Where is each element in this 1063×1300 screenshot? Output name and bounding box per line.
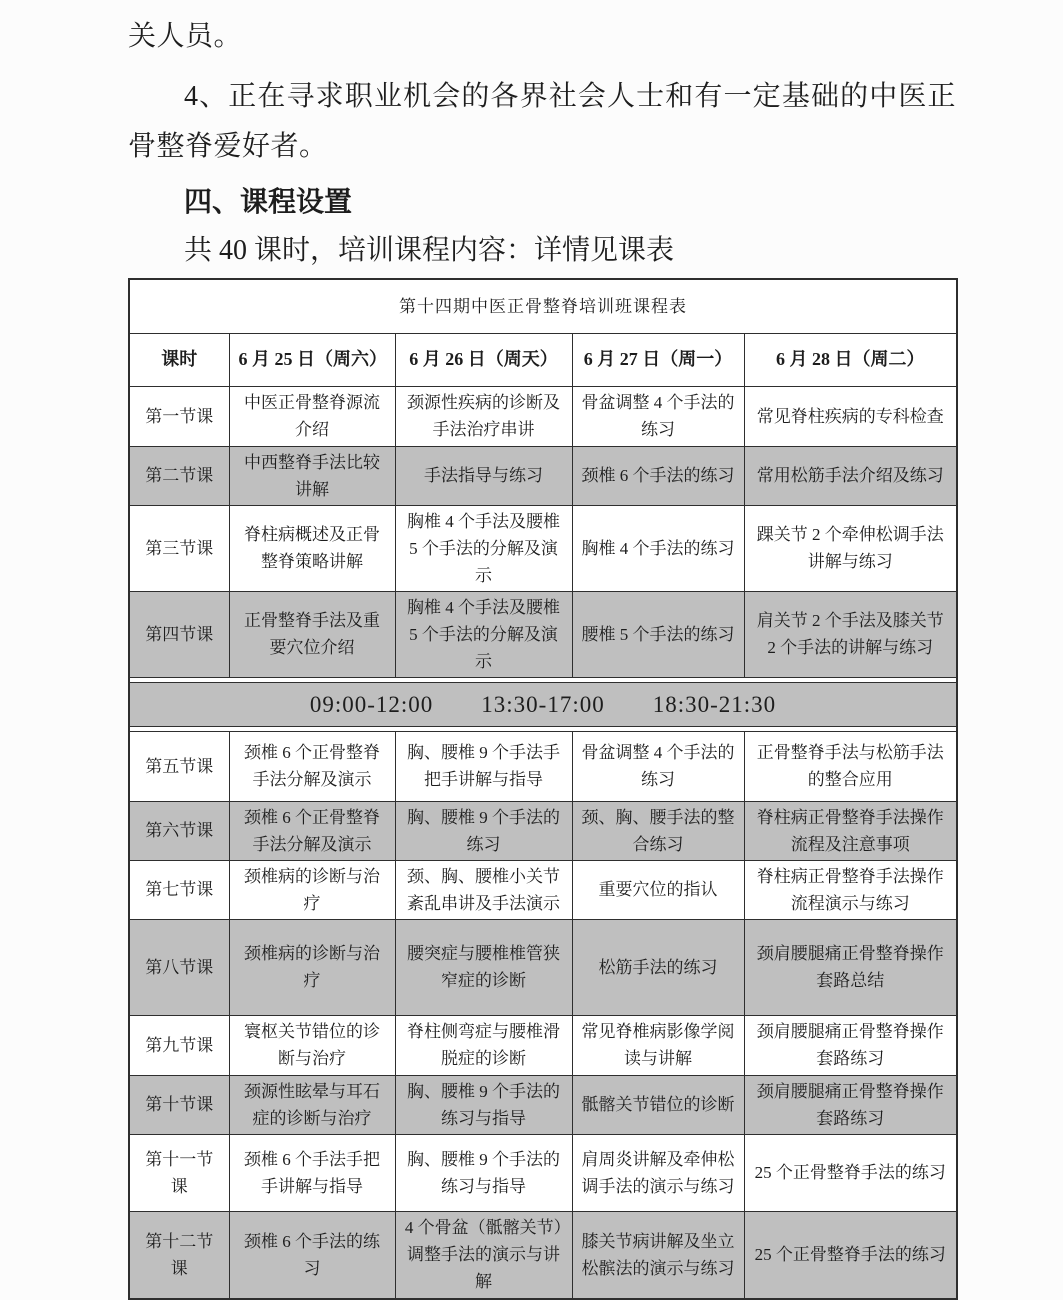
lesson-cell: 第七节课 bbox=[129, 860, 229, 919]
table-header-row bbox=[129, 333, 957, 386]
table-row-6 bbox=[129, 801, 957, 860]
table-row-3 bbox=[129, 505, 957, 591]
course-cell: 颈肩腰腿痛正骨整脊操作套路总结 bbox=[744, 919, 957, 1015]
course-cell: 胸、腰椎 9 个手法的练习与指导 bbox=[395, 1075, 572, 1134]
lesson-cell: 第一节课 bbox=[129, 386, 229, 446]
lesson-cell: 第二节课 bbox=[129, 446, 229, 505]
course-cell: 腰椎 5 个手法的练习 bbox=[572, 591, 744, 677]
course-cell: 胸椎 4 个手法及腰椎 5 个手法的分解及演示 bbox=[395, 591, 572, 677]
course-cell: 常见脊椎病影像学阅读与讲解 bbox=[572, 1015, 744, 1075]
course-cell: 颈椎 6 个手法手把手讲解与指导 bbox=[229, 1134, 395, 1211]
course-table bbox=[128, 278, 958, 1300]
table-title: 第十四期中医正骨整脊培训班课程表 bbox=[129, 279, 957, 333]
lesson-cell: 第九节课 bbox=[129, 1015, 229, 1075]
lesson-cell: 第十节课 bbox=[129, 1075, 229, 1134]
header-cell-day3: 6 月 27 日（周一） bbox=[572, 333, 744, 386]
header-cell-lesson: 课时 bbox=[129, 333, 229, 386]
course-cell: 颈肩腰腿痛正骨整脊操作套路练习 bbox=[744, 1015, 957, 1075]
course-cell: 25 个正骨整脊手法的练习 bbox=[744, 1134, 957, 1211]
lesson-cell: 第四节课 bbox=[129, 591, 229, 677]
course-cell: 寰枢关节错位的诊断与治疗 bbox=[229, 1015, 395, 1075]
lesson-cell: 第三节课 bbox=[129, 505, 229, 591]
course-cell: 4 个骨盆（骶髂关节）调整手法的演示与讲解 bbox=[395, 1211, 572, 1299]
course-cell: 胸、腰椎 9 个手法的练习与指导 bbox=[395, 1134, 572, 1211]
course-cell: 胸、腰椎 9 个手法的练习 bbox=[395, 801, 572, 860]
course-cell: 颈椎病的诊断与治疗 bbox=[229, 860, 395, 919]
course-cell: 肩周炎讲解及牵伸松调手法的演示与练习 bbox=[572, 1134, 744, 1211]
lesson-cell: 第八节课 bbox=[129, 919, 229, 1015]
course-table-head bbox=[129, 279, 957, 386]
table-row-10 bbox=[129, 1075, 957, 1134]
time-cell: 09:00-12:00 13:30-17:00 18:30-21:30 bbox=[129, 682, 957, 726]
table-row-9 bbox=[129, 1015, 957, 1075]
table-row-2 bbox=[129, 446, 957, 505]
course-cell: 肩关节 2 个手法及膝关节 2 个手法的讲解与练习 bbox=[744, 591, 957, 677]
course-cell: 脊柱病正骨整脊手法操作流程及注意事项 bbox=[744, 801, 957, 860]
table-row-5 bbox=[129, 731, 957, 801]
course-cell: 松筋手法的练习 bbox=[572, 919, 744, 1015]
header-cell-day4: 6 月 28 日（周二） bbox=[744, 333, 957, 386]
course-cell: 中医正骨整脊源流介绍 bbox=[229, 386, 395, 446]
section-heading-course-setup: 四、课程设置 bbox=[184, 187, 353, 218]
course-cell: 常见脊柱疾病的专科检查 bbox=[744, 386, 957, 446]
header-cell-day1: 6 月 25 日（周六） bbox=[229, 333, 395, 386]
table-row-8 bbox=[129, 919, 957, 1015]
table-row-12 bbox=[129, 1211, 957, 1299]
lesson-cell: 第十一节课 bbox=[129, 1134, 229, 1211]
course-cell: 脊柱侧弯症与腰椎滑脱症的诊断 bbox=[395, 1015, 572, 1075]
course-cell: 颈、胸、腰椎小关节紊乱串讲及手法演示 bbox=[395, 860, 572, 919]
course-cell: 25 个正骨整脊手法的练习 bbox=[744, 1211, 957, 1299]
table-row-4 bbox=[129, 591, 957, 677]
course-cell: 胸椎 4 个手法的练习 bbox=[572, 505, 744, 591]
lesson-cell: 第六节课 bbox=[129, 801, 229, 860]
course-cell: 踝关节 2 个牵伸松调手法讲解与练习 bbox=[744, 505, 957, 591]
course-cell: 骨盆调整 4 个手法的练习 bbox=[572, 731, 744, 801]
section-intro-hours: 共 40 课时，培训课程内容：详情见课表 bbox=[184, 235, 675, 266]
header-cell-day2: 6 月 26 日（周天） bbox=[395, 333, 572, 386]
time-row bbox=[129, 682, 957, 726]
table-row-11 bbox=[129, 1134, 957, 1211]
course-cell: 颈、胸、腰手法的整合练习 bbox=[572, 801, 744, 860]
paragraph-recruit-target: 4、正在寻求职业机会的各界社会人士和有一定基础的中医正骨整脊爱好者。 bbox=[128, 81, 956, 162]
course-cell: 骨盆调整 4 个手法的练习 bbox=[572, 386, 744, 446]
course-cell: 胸、腰椎 9 个手法手把手讲解与指导 bbox=[395, 731, 572, 801]
course-cell: 颈肩腰腿痛正骨整脊操作套路练习 bbox=[744, 1075, 957, 1134]
table-row-7 bbox=[129, 860, 957, 919]
course-cell: 颈椎 6 个正骨整脊手法分解及演示 bbox=[229, 731, 395, 801]
course-cell: 颈椎病的诊断与治疗 bbox=[229, 919, 395, 1015]
course-cell: 手法指导与练习 bbox=[395, 446, 572, 505]
course-cell: 骶髂关节错位的诊断 bbox=[572, 1075, 744, 1134]
course-cell: 中西整脊手法比较讲解 bbox=[229, 446, 395, 505]
lesson-cell: 第五节课 bbox=[129, 731, 229, 801]
course-cell: 颈椎 6 个手法的练习 bbox=[572, 446, 744, 505]
course-cell: 脊柱病正骨整脊手法操作流程演示与练习 bbox=[744, 860, 957, 919]
course-cell: 腰突症与腰椎椎管狭窄症的诊断 bbox=[395, 919, 572, 1015]
course-cell: 常用松筋手法介绍及练习 bbox=[744, 446, 957, 505]
course-cell: 正骨整脊手法及重要穴位介绍 bbox=[229, 591, 395, 677]
course-cell: 颈椎 6 个手法的练习 bbox=[229, 1211, 395, 1299]
course-cell: 膝关节病讲解及坐立松髌法的演示与练习 bbox=[572, 1211, 744, 1299]
table-row-1 bbox=[129, 386, 957, 446]
course-cell: 颈源性疾病的诊断及手法治疗串讲 bbox=[395, 386, 572, 446]
table-title-row bbox=[129, 279, 957, 333]
lesson-cell: 第十二节课 bbox=[129, 1211, 229, 1299]
course-cell: 颈椎 6 个正骨整脊手法分解及演示 bbox=[229, 801, 395, 860]
course-table-body bbox=[129, 386, 957, 1299]
course-cell: 颈源性眩晕与耳石症的诊断与治疗 bbox=[229, 1075, 395, 1134]
course-cell: 正骨整脊手法与松筋手法的整合应用 bbox=[744, 731, 957, 801]
paragraph-continuation: 关人员。 bbox=[128, 21, 243, 52]
course-cell: 脊柱病概述及正骨整脊策略讲解 bbox=[229, 505, 395, 591]
course-cell: 胸椎 4 个手法及腰椎 5 个手法的分解及演示 bbox=[395, 505, 572, 591]
course-cell: 重要穴位的指认 bbox=[572, 860, 744, 919]
